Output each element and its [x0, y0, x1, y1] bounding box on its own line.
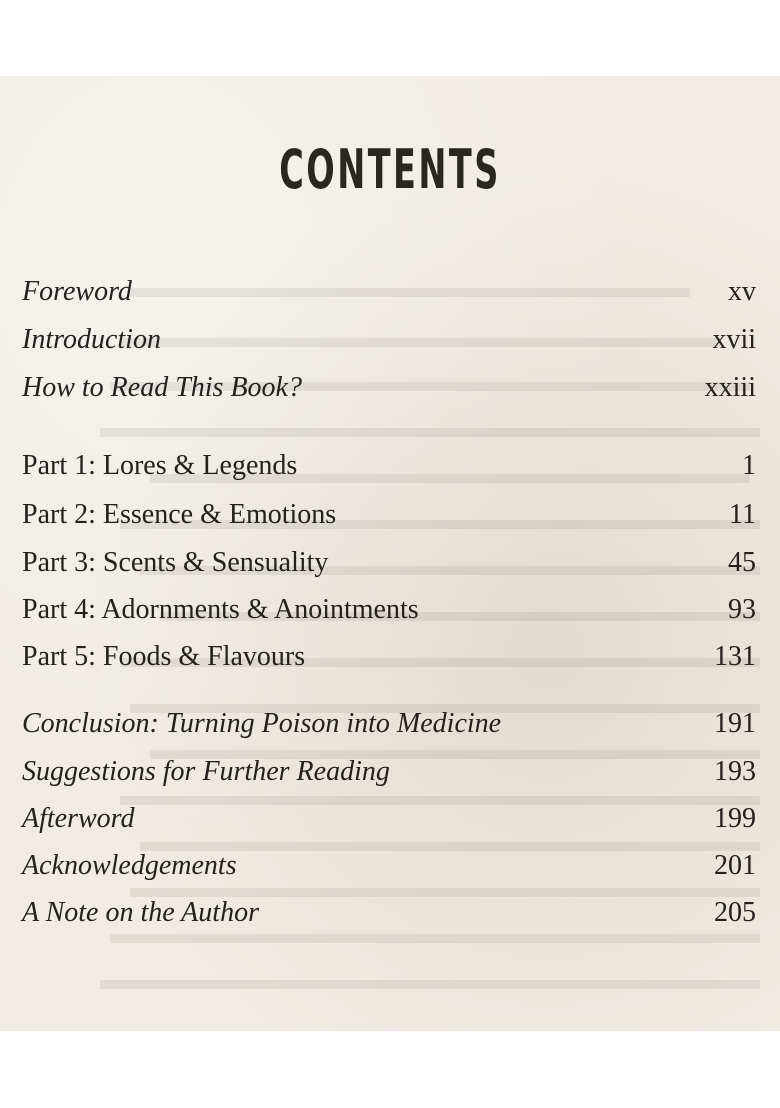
- toc-entry-page-number: 199: [714, 803, 756, 834]
- toc-entry-page-number: 45: [728, 547, 756, 578]
- toc-entry-page-number: 11: [729, 499, 756, 530]
- toc-entry-title: Introduction: [22, 324, 161, 355]
- toc-entry-title: Foreword: [22, 276, 132, 307]
- toc-entry-title: Part 3: Scents & Sensuality: [22, 547, 329, 578]
- toc-entry: [22, 897, 756, 933]
- toc-entry-page-number: xxiii: [704, 372, 756, 403]
- toc-entry: [22, 641, 756, 677]
- toc-entry-page-number: 191: [714, 708, 756, 739]
- toc-entry-title: Part 4: Adornments & Anointments: [22, 594, 419, 625]
- toc-entry-title: A Note on the Author: [22, 897, 259, 928]
- toc-entry: [22, 276, 756, 312]
- toc-entry: [22, 450, 756, 486]
- toc-entry-title: Conclusion: Turning Poison into Medicine: [22, 708, 502, 739]
- toc-entry-page-number: 193: [714, 756, 756, 787]
- toc-entry-page-number: xvii: [712, 324, 756, 355]
- toc-entry-title: Part 5: Foods & Flavours: [22, 641, 306, 672]
- toc-entry: [22, 850, 756, 886]
- toc-entry-page-number: 93: [728, 594, 756, 625]
- toc-entry: [22, 594, 756, 630]
- toc-entry-page-number: 205: [714, 897, 756, 928]
- page-title: CONTENTS: [279, 138, 501, 201]
- toc-entry: [22, 372, 756, 408]
- toc-entry: [22, 547, 756, 583]
- toc-entry-page-number: 131: [714, 641, 756, 672]
- toc-entry-page-number: 1: [742, 450, 756, 481]
- toc-entry-page-number: 201: [714, 850, 756, 881]
- toc-entry-title: Afterword: [22, 803, 135, 834]
- toc-entry-title: How to Read This Book?: [22, 372, 302, 403]
- toc-entry-title: Part 2: Essence & Emotions: [22, 499, 337, 530]
- toc-entry-title: Suggestions for Further Reading: [22, 756, 390, 787]
- toc-entry-title: Part 1: Lores & Legends: [22, 450, 298, 481]
- toc-entry: [22, 803, 756, 839]
- book-page: [0, 76, 780, 1031]
- toc-entry: [22, 324, 756, 360]
- toc-entry-title: Acknowledgements: [22, 850, 237, 881]
- toc-entry: [22, 756, 756, 792]
- toc-entry: [22, 499, 756, 535]
- toc-entry: [22, 708, 756, 744]
- toc-entry-page-number: xv: [728, 276, 756, 307]
